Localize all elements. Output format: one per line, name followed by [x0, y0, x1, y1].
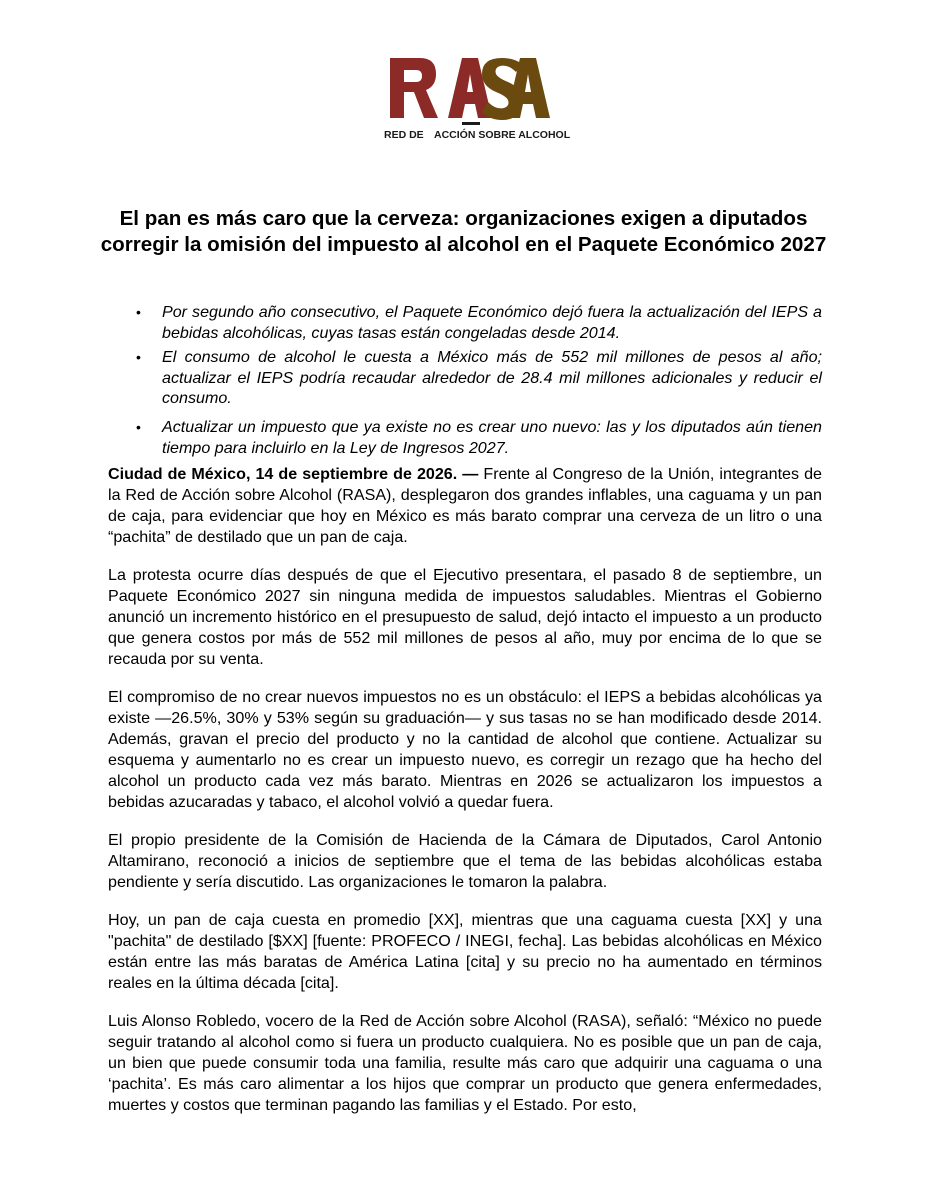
paragraph: El propio presidente de la Comisión de Hacienda de la Cámara de Diputados, Carol Antonio Altamirano, reconoció a inicios de septiembre que el tema de las bebidas alcohólicas estaba pendiente y sería discutido. Las organizaciones le tomaron la palabra. — [108, 831, 822, 891]
bullet-icon: • — [136, 349, 141, 366]
rasa-logo — [382, 52, 571, 152]
headline-title: El pan es más caro que la cerveza: organizaciones exigen a diputados corregir la omisión del impuesto al alcohol en el Paquete Económico 2027 — [100, 207, 827, 256]
list-item — [108, 347, 822, 409]
logo-subtitle-right: ACCIÓN SOBRE ALCOHOL — [434, 129, 571, 141]
key-points-list — [108, 302, 822, 462]
paragraph-dateline — [108, 464, 822, 548]
list-item — [108, 302, 822, 343]
paragraph: El compromiso de no crear nuevos impuestos no es un obstáculo: el IEPS a bebidas alcohólicas ya existe —26.5%, 30% y 53% según su graduación— y sus tasas no se han modificado desde 2014. Además, gravan el precio del producto y no la cantidad de alcohol que contiene. Actualizar su esquema y aumentarlo no es crear un impuesto nuevo, es corregir un rezago que ha hecho del alcohol un producto cada vez más barato. Mientras en 2026 se actualizaron los impuestos a bebidas azucaradas y tabaco, el alcohol volvió a quedar fuera. — [108, 688, 822, 811]
bullet-text: Por segundo año consecutivo, el Paquete Económico dejó fuera la actualización del IEPS a bebidas alcohólicas, cuyas tasas están congeladas desde 2014. — [162, 303, 822, 342]
paragraph: Hoy, un pan de caja cuesta en promedio [XX], mientras que una caguama cuesta [XX] y una "pachita" de destilado [$XX] [fuente: PROFECO / INEGI, fecha]. Las bebidas alcohólicas en México están entre las más baratas de América Latina [cita] y su precio no ha aumentado en términos reales en la última década [cita]. — [108, 911, 822, 992]
logo-subtitle-left: RED DE — [384, 129, 424, 141]
article-body — [108, 464, 822, 1133]
paragraph: La protesta ocurre días después de que el Ejecutivo presentara, el pasado 8 de septiembre, un Paquete Económico 2027 sin ninguna medida de impuestos saludables. Mientras el Gobierno anunció un incremento histórico en el presupuesto de salud, dejó intacto el impuesto a un producto que genera costos por más de 552 mil millones de pesos al año, muy por encima de lo que se recauda por su venta. — [108, 566, 822, 668]
bullet-text: Actualizar un impuesto que ya existe no es crear uno nuevo: las y los diputados aún tienen tiempo para incluirlo en la Ley de Ingresos 2027. — [162, 417, 822, 457]
bullet-icon: • — [136, 418, 141, 435]
bullet-icon: • — [136, 304, 141, 320]
bullet-text: El consumo de alcohol le cuesta a México más de 552 mil millones de pesos al año; actualizar el IEPS podría recaudar alrededor de 28.4 mil millones adicionales y reducir el consumo. — [162, 348, 822, 408]
paragraph: Luis Alonso Robledo, vocero de la Red de Acción sobre Alcohol (RASA), señaló: “México no puede seguir tratando al alcohol como si fuera un producto cualquiera. No es posible que un pan de caja, un bien que puede consumir toda una familia, resulte más caro que adquirir una caguama o una ‘pachita’. Es más caro alimentar a los hijos que comprar un producto que genera enfermedades, muertes y costos que terminan pagando las familias y el Estado. Por esto, — [108, 1012, 822, 1114]
rasa-logo-mark — [382, 52, 571, 152]
dateline: Ciudad de México, 14 de septiembre de 2026. — — [108, 465, 479, 483]
list-item — [108, 417, 822, 458]
paragraph-text: Frente al Congreso de la Unión, integrantes de la Red de Acción sobre Alcohol (RASA), desplegaron dos grandes inflables, una caguama y un pan de caja, para evidenciar que hoy en México es más barato comprar una cerveza de un litro o una “pachita” de destilado que un pan de caja. — [108, 465, 822, 546]
